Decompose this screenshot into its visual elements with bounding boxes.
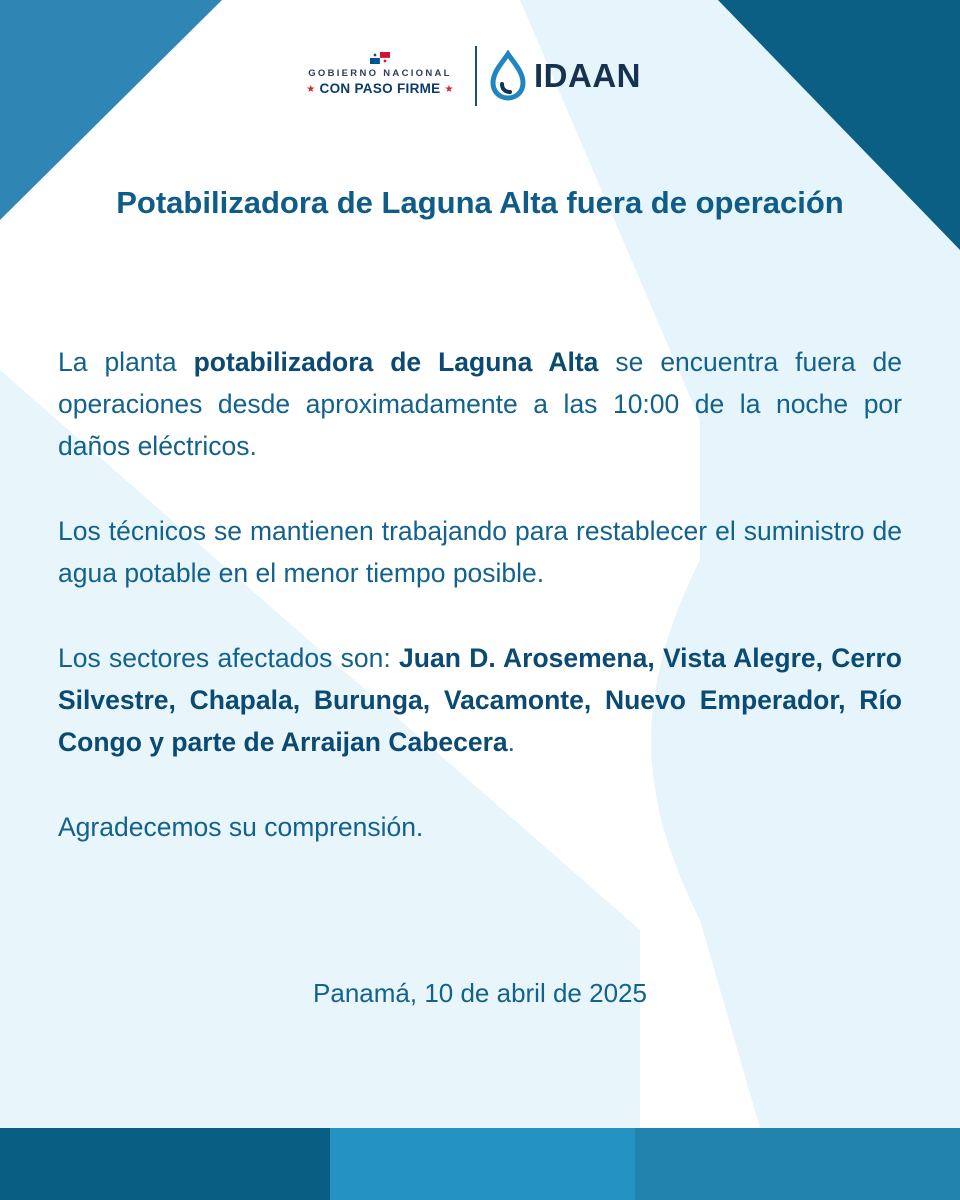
star-icon: ★ bbox=[306, 84, 316, 95]
star-icon: ★ bbox=[444, 84, 454, 95]
header-logos bbox=[285, 46, 665, 110]
paragraph-thanks: Agradecemos su comprensión. bbox=[58, 812, 424, 842]
panama-flag-icon bbox=[370, 52, 390, 64]
footer-segment-right bbox=[635, 1128, 960, 1200]
sectors-intro: Los sectores afectados son: bbox=[58, 643, 400, 673]
paragraph-outage-rest: se encuentra fuera de operaciones desde aproximadamente a las 10:00 de la noche por daños eléctricos. bbox=[58, 347, 902, 461]
paragraph-sectors bbox=[58, 637, 902, 763]
sectors-end: . bbox=[507, 727, 516, 757]
footer-bar bbox=[0, 1128, 960, 1200]
gobierno-nacional-text: GOBIERNO NACIONAL bbox=[308, 68, 452, 79]
footer-segment-mid bbox=[330, 1128, 635, 1200]
page-title: Potabilizadora de Laguna Alta fuera de operación bbox=[116, 185, 844, 220]
water-drop-icon bbox=[488, 50, 528, 102]
plant-name: potabilizadora de Laguna Alta bbox=[193, 347, 599, 377]
date-line: Panamá, 10 de abril de 2025 bbox=[313, 978, 647, 1008]
con-paso-firme-line bbox=[290, 81, 470, 96]
gobierno-logo bbox=[290, 52, 470, 96]
footer-segment-dark bbox=[0, 1128, 330, 1200]
sectors-list: Juan D. Arosemena, Vista Alegre, Cerro Silvestre, Chapala, Burunga, Vacamonte, Nuevo Emperador, Río Congo y parte de Arraijan Cabecera bbox=[58, 643, 902, 757]
idaan-logo bbox=[488, 50, 641, 102]
paragraph-technicians: Los técnicos se mantienen trabajando para restablecer el suministro de agua potable en el menor tiempo posible. bbox=[58, 516, 902, 588]
paragraph-outage-intro: La planta bbox=[58, 347, 194, 377]
con-paso-firme-text: CON PASO FIRME bbox=[319, 81, 441, 96]
logo-divider bbox=[475, 46, 477, 106]
paragraph-outage bbox=[58, 341, 902, 467]
idaan-wordmark: IDAAN bbox=[534, 57, 641, 94]
